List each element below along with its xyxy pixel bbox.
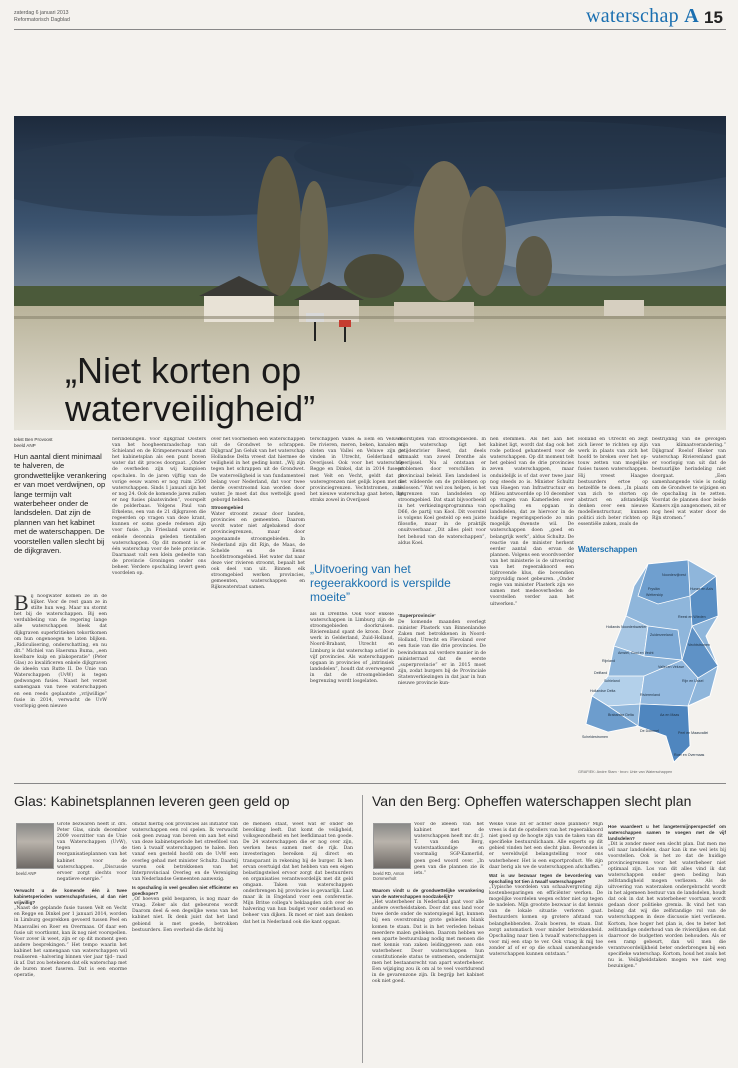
map-label: Vallei en Veluwe xyxy=(658,665,685,669)
map-label: Hunze en Aa's xyxy=(690,587,714,591)
pull-quote: „Uitvoering van het regeerakkoord is verspilde moeite” xyxy=(310,562,451,604)
glas-portrait xyxy=(16,823,54,869)
map-label: Fryslân xyxy=(648,587,660,591)
map-label: Roer en Overmaas xyxy=(674,753,705,757)
header-date: zaterdag 6 januari 2013 xyxy=(14,10,69,16)
glas-column-1b: Verwacht u de komende één à twee kabinetsperioden waterschapsfusies, al dan niet vrijwillig? „Naast de geplande fusie tussen Velt en Vecht en Regge en Dinkel per 1 januari 2014, worden in Limburg gesprekken gevoerd tussen Peel en Maasvallei en Roer en Overmaas. Of daar een fusie uit voortkomt, kan ik nog niet voorspellen. Voor zover ik weet, zijn er op dit moment geen andere besprekingen.” Het tempo waarin het kabinet het samengaan van waterschappen wil realiseren –halvering binnen vier jaar tijd– raad ik af. Dat zou betekenen dat elk waterschap met de buren moet fuseren. Dat is een enorme operatie, xyxy=(14,888,127,979)
glas-column-2: omdat hierbij ook provincies als initiator van waterschappen een rol spelen. Ik verwacht ook geen zwaag van boven om aan het eind van deze kabinetsperiode het streefdoel van tien à twaalf waterschappen te halen. Ben vanaf een gesteld hoofd om de UvW een overleg gehad met minister Schultz. Daarbij waren ook betrokkenen van het Interprovinciaal Overleg en de Vereniging van Nederlandse Gemeenten aanwezig. Is opschaling in veel gevallen niet efficiënter en goedkoper? „Of hoeven geld besparen, is nog maar de vraag. Zeker als dat gebeurens wordt Daarom deel & een degelijke wens van het kabinet niet. Ik denk juist dat het land gebiend is met goede, betrokken bestuurders. Een overheid die dicht bij xyxy=(132,822,238,933)
subheading-superprovincie: ‘Superprovincie’ xyxy=(398,614,436,619)
map-label: Scheldestromen xyxy=(582,735,608,739)
glas-photo-credit: beeld ANP xyxy=(16,871,37,876)
map-label: Noorderzijlvest xyxy=(662,573,686,577)
section-mark: A xyxy=(684,5,700,27)
map-label: Vechtstromen xyxy=(688,643,710,647)
article-column-2: herindelingen. Voor dijkgraaf Oosters van het hoogheemraadschap van Schieland en de Krimpenerwaard staat het kabinetsplan als een punt boven water dat dit proces doorgaat. „Onder de overheden zijn wij kampioen opschalen. In de jaren vijftig van de vorige eeuw waren er nog ruim 2500 waterschappen. Sinds 1 januari zijn het er nog 24. Ook de komende jaren zullen er nog fusies plaatsvinden”, voorspelt de polderbaas. Volgens Paul van Erkelens, een van de 21 dijkgraven die regeerden op vragen van deze krant, kunnen er soms goede redenen zijn voor fusie. „In Friesland waren er enkele decennia geleden tientallen waterschappen. Op dit moment is er één waterschap voor de hele provincie. Daarnaast valt een klein gedeelte van de provincie Groningen onder ons beheer. Verdere opschaling levert geen voordelen op. xyxy=(112,437,206,577)
header-publication: Reformatorisch Dagblad xyxy=(14,17,70,23)
netherlands-map-image xyxy=(578,556,726,766)
vandenberg-column-1a: Voor de ideeën van het kabinet met de waterschappen heeft mr. dr. J. T. van den Berg, waterstaatkundige en voormalig SGP-Kamerlid, geen goed woord over. „In geen van die plannen zie ik iets.” xyxy=(414,822,484,876)
vandenberg-question-1: Waarom vindt u de grondwettelijke verankering van de waterschappen noodzakelijk? xyxy=(372,888,484,900)
glas-question-2: Is opschaling in veel gevallen niet efficiënter en goedkoper? xyxy=(132,884,238,897)
article-column-8: bestrijding van de gevolgen van klimaatverandering.” Dijkgraaf Roelof Bleker van waterschap Rivierenland gaat er voorlopig van uit dat de bestuurlijke herindeling niet doorgaat. „Een samenhangende visie is nodig om de Grondwet te wijzigen en de opschaling in te zetten. Voordat de plannen door beide Kamers zijn aangenomen, zit er nog heel wat water door de Rijn stromen.” xyxy=(652,437,726,522)
article-intro: Hun aantal dient minimaal te halveren, de grondwettelijke verankering er van moet verdwijnen, op lange termijn valt waterbeheer onder de landsdelen. Dat zijn de plannen van het kabinet met de waterschappen. De voorstellen vallen slecht bij de dijkgraven. xyxy=(14,452,107,556)
article-column-3: over het voornemen een waterschappen uit de Grondwet te schrappen. Dijkgraaf Jan Geluk van het waterschap Hollandse Delta vreest dat hiermee de veiligheid in het geding komt. „Wij zijn tegen het schrappen uit de Grondwet. De waterveiligheid is van fundamenteel belang voor Nederland, dat voor twee derde overstroomd kan worden door water. Je moet dat dus wettelijk goed geborgd hebben. Stroomgebied Water stroomt zwaar door landen, provincies en gemeenten. Daarom wordt water niet afgebakend door provinciegrenzen, maar door zogenaamde stroomgebieden. In Nederland zijn dit Rijn, de Maas, de Schelde en de Eems hoofdstroomgebied. Het water dat naar deze vier rivieren stroomt, bepaalt het ook deel van uit. Binnen elk stroomgebied werken provincies, gemeenten, waterschappen en Rijkswaterstaat samen. xyxy=(211,437,305,591)
article-column-5a: doorstijden van stroomgebieden. In mijn waterschap ligt het getijdenrivier Reest, dat deels uitmaakt van zowel Drenthe als Overijssel. Nu al ontstaan er problemen door verschillen in provinciaal beleid. Een landsdeel is niet wildeerde om de problemen op te lossen.” Wat wel zou helpen, is het begrenzen van landsdelen op stroomgebied. Dat staat bijvoorbeeld in het verkiezingsprogramma van D66, de partij van Kool. Dit voorstel is volgens Koel gesteld op een juiste filosofie, maar in de praktijk onuitvoerbaar. „Dit alles pleit voor het behoud van de waterschappen”, aldus Koel. xyxy=(398,437,486,546)
vandenberg-column-1b: Waarom vindt u de grondwettelijke verankering van de waterschappen noodzakelijk? „Het waterbeheer in Nederland gaat voor alle andere overheidstaken. Door dat ons land voor twee derde onder de waterspiegel ligt, kunnen bij een overstroming grote gebieden blank komen te staan. Dat is in het verleden helaas meerdere malen gebleken. Daarom hebben we een aparte bestuurslaag nodig met mensen die met kennis van zaken leidinggeven aan ons waterbeheer. Door waterschappen hun constitutionele status te ontnemen, ondermijnt men het bestaansrecht van apart waterbeheer. Een wijziging zou ik om al te veel voortdurend in de gevarenzone zijn. Ik begrijp het kabinet ook niet goed. xyxy=(372,888,484,985)
article-column-4a: terschappen Vallei & Eem en Veluwe. De rivieren, meren, beken, kanalen en sloten van Vallei en Veluwe zijn te vinden in Utrecht, Gelderland en Overijssel. Ook voor het waterschap Regge en Dinkel, dat in 2014 fuseert met Velt en Vecht, geldt dat de wateregrenzen niet gelijk lopen met de provinciegrenzen. Vechtstromen, zoals het nieuwe waterschap gaat heten, ligt straks zowel in Overijssel xyxy=(310,437,404,503)
glas-headline: Glas: Kabinetsplannen leveren geen geld op xyxy=(14,793,290,809)
vandenberg-portrait xyxy=(373,823,411,869)
column-divider xyxy=(362,795,363,1063)
map-label: Zuiderzeeland xyxy=(650,633,673,637)
section-title: waterschap A xyxy=(586,5,700,27)
map-label: Aa en Maas xyxy=(660,713,680,717)
article-column-4b: als in Drenthe. Ook voor enkele waterschappen in Limburg zijn de stroomgebieden doorkruisen. Rivierenland spant de kroon. Door werk in Gelderland, Zuid-Holland, Noord-Brabant, Utrecht en Limburg is dat waterschap actief in vijf provincies. Als waterschappen opgaan in provincies of „intrinsiek landsdelen”, houdt dat overwegend in dat de stroomgebieden begrenzing wordt losgelaten. xyxy=(310,612,394,685)
byline-text: tekst Ben Provoost xyxy=(14,437,53,442)
glas-question-1: Verwacht u de komende één à twee kabinetsperioden waterschapsfusies, al dan niet vrijwillig? xyxy=(14,888,127,906)
article-column-5b: ‘Superprovincie’ De komende maanden overlegt minister Plasterk van Binnenlandse Zaken met betrokkenen in Noord-Holland, Utrecht en Flevoland over een fusie van die drie provincies. De bewindsman zal verdere manier in de ministerraad dat de eerste „superprovincie” er in 2015 moet zijn, zodat burgers bij de Provinciale Statenverkiezingen in dat jaar in hun nieuwe provincie kun- xyxy=(398,614,486,687)
main-headline: „Niet korten op waterveiligheid” xyxy=(65,350,316,429)
page-number: 15 xyxy=(704,8,723,27)
map-label: Peel en Maasvallei xyxy=(678,731,709,735)
flood-photo xyxy=(14,116,726,430)
glas-column-3: de mensen staat, weet wat er onder de bevolking leeft. Dat komt de veiligheid, volksgezondheid en het leefklimaat ten goede. De 24 waterschappen die er nog over zijn, werken heus samen met de rijk. Dan investeringen bereiken zij direct en transparant in rekening bij de burger. Ik ben ervan overtuigd dat het hebben van een eigen belastingstelsel ervoor zorgt dat bestuurders en organisaties verantwoordelijk met dit geld omgaan. Taken van waterschappen onderbrengen bij provincies is gevaarlijk. Laat maar ik in Engeland voor een conferentie. Mijn Britse collega's beklaagden zich over de halvering van hun budget voor onderhoud en beheer van dijken. Ik moet er niet aan denken dat het in Nederland ook die kant opgaat. xyxy=(243,822,353,925)
article-column-1: Bij hoogwater komen ze in de kijker. Voor de rest gaan ze in stilte hun weg. Maar nu stormt het bij de waterschappen. Bij een verdubbeling van de regering lange alle waterschappen bleek dat dijkgraven superkritieken tekortkomen om hun ongenoegen te laten blijken. „Ridiculisering, onderschatting, en nu dit.” Michiel van Haersma Buma, „een koelbare kuip en plakoperatie” (Peter Glas) zo kwalificeren enkele dijkgraven de ideeën van Rutte II. De Unie van Waterschappen (UvW) is tegen gedwongen fusies. Naast het verzet samengaan van twee waterschappen en een reeds geplaatste „vrijwillige” fusie in 2014, verwacht de UvW voorlopig geen nieuwe xyxy=(14,594,107,709)
vandenberg-headline: Van den Berg: Opheffen waterschappen slecht plan xyxy=(372,793,692,809)
map-label: Hollands Noorderkwartier xyxy=(606,625,647,629)
map-label: Brabantse Delta xyxy=(608,713,634,717)
subheading-stroomgebied: Stroomgebied xyxy=(211,506,244,512)
map-label: Reest en Wieden xyxy=(678,615,706,619)
map-label: Schieland xyxy=(604,679,620,683)
map-label: Rijnland xyxy=(602,659,615,663)
map-label: Rijn en IJssel xyxy=(682,679,704,683)
article-column-7: Holland en Utrecht en zegt zich liever te richten op zijn werk in plaats van zich het hoofd te breken over het op-touw zetten van mogelijke fusies tussen waterschappen. Hij vreest Haagse bestuurders ertoe op hetzelfde te doen. „In plaats van zich te storten op abstract en afstandelijk denken over een nieuwe modellenstructuur, kunnen politici zich beter richten op essentiële zaken, zoals de xyxy=(578,437,648,527)
map-credit: GRAFIEK: Andre Stam · bron: Unie van Waterschappen xyxy=(578,770,673,774)
section-divider xyxy=(14,783,726,784)
map-label: Amstel, Gooi en Vecht xyxy=(618,651,654,655)
vandenberg-column-3: Hoe waardeert u het langetermijnperspectief om waterschappen samen te voegen met de vijf landsdelen? „Dit is zonder meer een slecht plan. Dat men me wil naar landsdelen, daar kan ik me wel iets bij voorstellen. Ook is het zo dat de huidige provinciegrenzen voor het waterbeheer niet optimaal zijn. Los van dit alles vind ik dat waterschappen onder geen beding hun zelfstandigheid mogen verliezen. Als de uitvoering van waterzaken ondergebracht wordt in het algemeen bestuur van de landsdelen, houdt dat ook in dat het waterbeheer voortaan wordt gedaan door politieke gremia. Ik vind het van belang dat wij die zelfstandige rol van de waterschappen in deze discussie niet verliezen. Kortom, hoe hoger het plan is, des te beter het zelfstandige onderhoud van de rivierdijken en dat daarvoor de budgetten worden behouden. Als er een ramp gebeurt, dan wil men die verantwoordelijkheid beter onderbrengen bij een specifieke waterschap. Kortom, houd het zoals het nu is. Veiligheidstaken mogen we niet weg bezuinigen.” xyxy=(608,824,726,970)
drop-cap: B xyxy=(14,594,29,615)
byline-photo: beeld ANP xyxy=(14,443,36,448)
vandenberg-question-2: Wat is uw bezwaar tegen de bevordering van opschaling tot tien à twaalf waterschappen? xyxy=(489,872,603,884)
map-label: Delfland xyxy=(594,671,608,675)
vandenberg-photo-credit: beeld RD, Anton Dommerholt xyxy=(373,871,405,881)
map-label: Hollandse Delta xyxy=(590,689,616,693)
vandenberg-question-3: Hoe waardeert u het langetermijnperspectief om waterschappen samen te voegen met de vijf landsdelen? xyxy=(608,824,726,842)
glas-column-1a: Grote bezwaren heeft ir. drs. Peter Glas, sinds december 2009 voorzitter van de Unie van Waterschappen (UvW), tegen de reorganisatieplannen van het kabinet voor de waterschappen. „Discussie ervoer zorgt slechts voor negatieve energie.” xyxy=(57,822,127,882)
waterschappen-map xyxy=(578,556,726,766)
map-label: Wetterskip xyxy=(646,593,663,597)
map-title: Waterschappen xyxy=(578,545,638,554)
article-column-6: nen stemmen. Als het aan het kabinet ligt, wordt dat dag ook het rode potlood gehanteerd voor de waterschappen. Op dit moment telt het gebied van de drie provincies zeven waterschappen, maar onduidelijk is of dat over twee jaar nog steeds zo is. Minister Schultz van Haegen van Infrastructuur en Milieu antwoordde op 10 december op vragen van Kamerleden over opschaling en opgaan in landsdelen, dat ze hiervoor in de huidige regeringsperiode zo min mogelijk dwenste wil. De waterschappen doen „goed en belangrijk werk”, aldus Schultz. De reactie van de minister herkent eerder aantal dan ervan de plannen. Volgens een woordvoerder van het ministerie is de uitvoering van het regeerakkoord een tijdrovende klus, die bovendien zorgvuldig moet gebeuren. „Onder regie van minister Plasterk zijn we samen met medeoverheden de voorstellen verder aan het uitwerken.” xyxy=(490,437,574,607)
map-label: Rivierenland xyxy=(640,693,660,697)
header-rule xyxy=(14,29,726,30)
map-label: De Dommel xyxy=(640,729,659,733)
vandenberg-column-2: Welke visie zit er achter deze plannen? Mijn vrees is dat de opstellers van het regeerakkoord niet goed op de hoogte zijn van de taken van dit specifieke bestuurslichaam. Alle experts op dit gebied vinden het een slecht plan. Bewonden is er wereldwijd belangstelling voor ons waterbeheer. Het is een exportproduct. We zijn daar berig als we de waterschappen afschaffen.” Wat is uw bezwaar tegen de bevordering van opschaling tot tien à twaalf waterschappen? „Typische voordelen van schaalvergroting zijn kostenbesparingen en efficiënter werken. De mogelijke voordelen wegen echter niet op tegen de nadelen. Mijn grootste bezwaar is dat kennis van de lokale situatie verloren gaat. Bestuurders komen op grotere afstand van belanghebbenden. Zoals boeren, te staan. Dat zorgt automatisch voor minder betrokkenheid. Opschaling naar tien à twaalf waterschappen is voor mij een stap te ver. Ook vraag ik mij toe zonder af of er op die schaal samenhangende waterschappen kunnen ontstaan.” xyxy=(489,822,603,957)
